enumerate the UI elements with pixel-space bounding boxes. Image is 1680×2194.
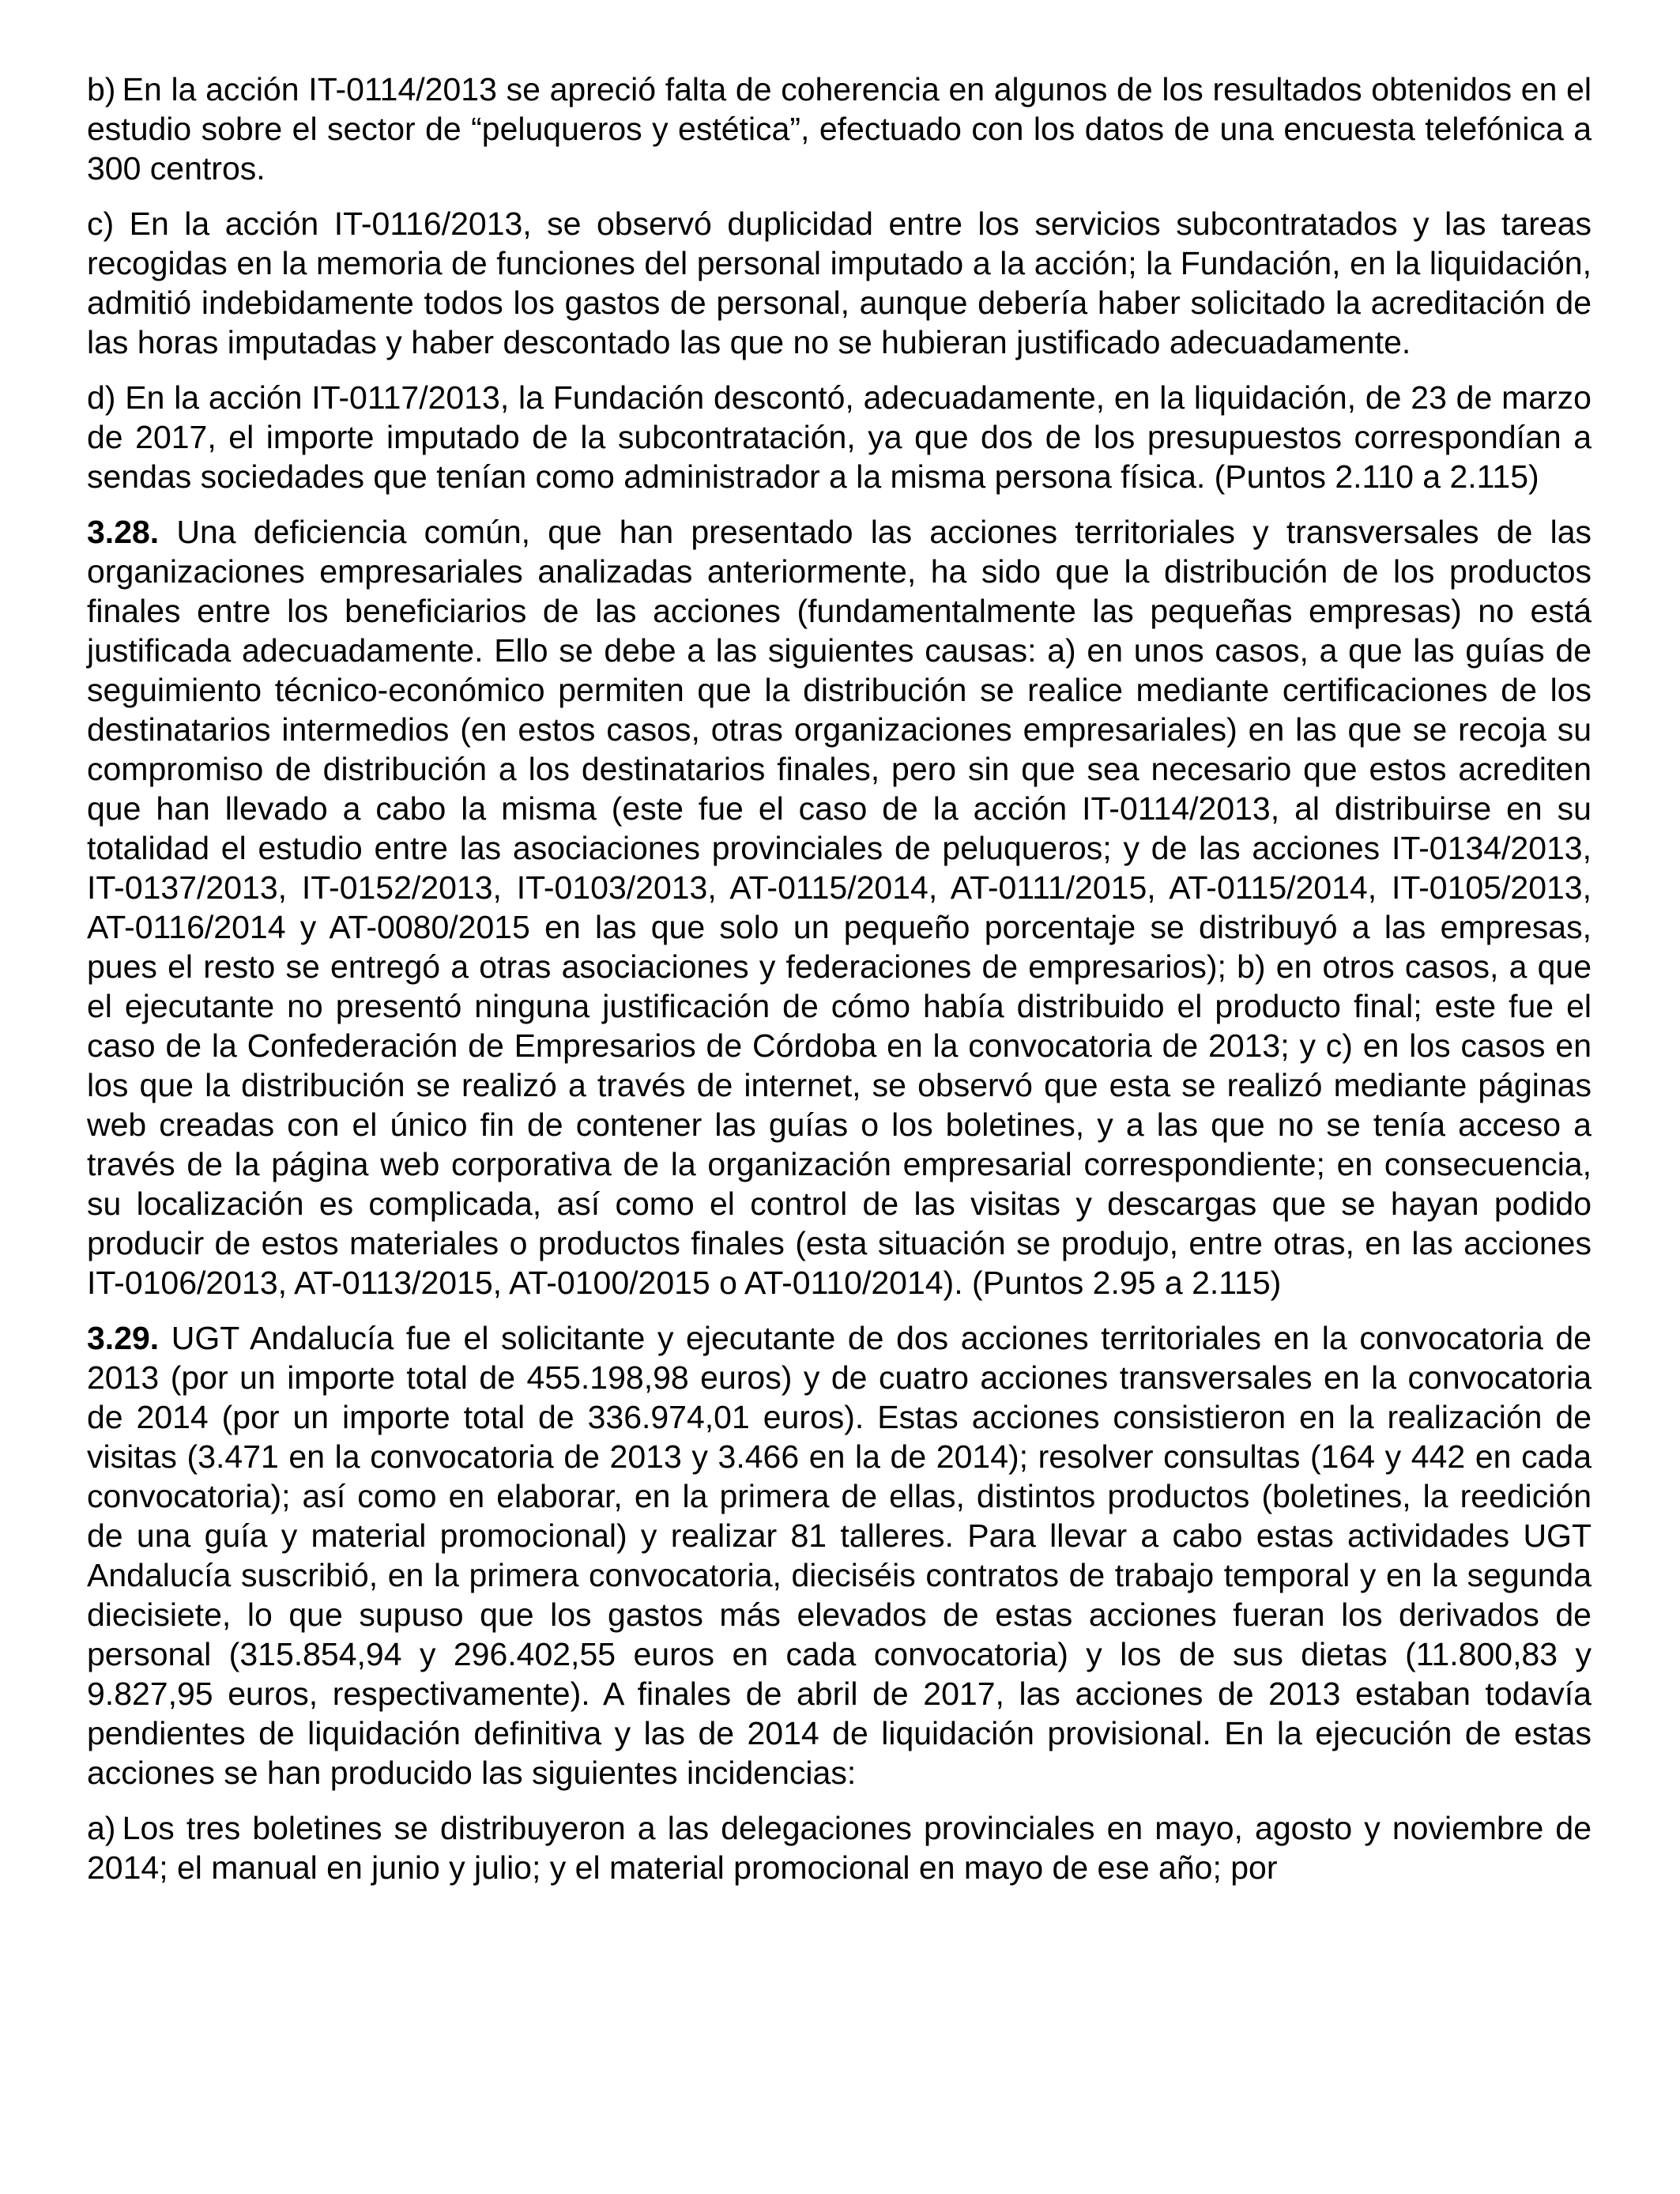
paragraph-d-text: d) En la acción IT-0117/2013, la Fundación descontó, adecuadamente, en la liquidación, de 23 de marzo de 2017, el importe imputado de la subcontratación, ya que dos de los presupuestos correspondían a sendas sociedades que tenían como administrador a la misma persona física. (Puntos 2.110 a 2.115) — [87, 379, 1591, 495]
paragraph-b — [87, 70, 1591, 188]
paragraph-3-29 — [87, 1318, 1591, 1793]
paragraph-d — [87, 378, 1591, 496]
paragraph-3-28 — [87, 512, 1591, 1302]
paragraph-a — [87, 1808, 1591, 1887]
document-page — [87, 70, 1591, 1903]
paragraph-3-28-text: Una deficiencia común, que han presentado las acciones territoriales y transversales de las organizaciones empresariales analizadas anteriormente, ha sido que la distribución de los productos finales entre los beneficiarios de las acciones (fundamentalmente las pequeñas empresas) no está justificada adecuadamente. Ello se debe a las siguientes causas: a) en unos casos, a que las guías de seguimiento técnico-económico permiten que la distribución se realice mediante certificaciones de los destinatarios intermedios (en estos casos, otras organizaciones empresariales) en las que se recoja su compromiso de distribución a los destinatarios finales, pero sin que sea necesario que estos acrediten que han llevado a cabo la misma (este fue el caso de la acción IT-0114/2013, al distribuirse en su totalidad el estudio entre las asociaciones provinciales de peluqueros; y de las acciones IT-0134/2013, IT-0137/2013, IT-0152/2013, IT-0103/2013, AT-0115/2014, AT-0111/2015, AT-0115/2014, IT-0105/2013, AT-0116/2014 y AT-0080/2015 en las que solo un pequeño porcentaje se distribuyó a las empresas, pues el resto se entregó a otras asociaciones y federaciones de empresarios); b) en otros casos, a que el ejecutante no presentó ninguna justificación de cómo había distribuido el producto final; este fue el caso de la Confederación de Empresarios de Córdoba en la convocatoria de 2013; y c) en los casos en los que la distribución se realizó a través de internet, se observó que esta se realizó mediante páginas web creadas con el único fin de contener las guías o los boletines, y a las que no se tenía acceso a través de la página web corporativa de la organización empresarial correspondiente; en consecuencia, su localización es complicada, así como el control de las visitas y descargas que se hayan podido producir de estos materiales o productos finales (esta situación se produjo, entre otras, en las acciones IT-0106/2013, AT-0113/2015, AT-0100/2015 o AT-0110/2014). (Puntos 2.95 a 2.115) — [87, 514, 1591, 1301]
paragraph-c-text: c) En la acción IT-0116/2013, se observó duplicidad entre los servicios subcontratados y las tareas recogidas en la memoria de funciones del personal imputado a la acción; la Fundación, en la liquidación, admitió indebidamente todos los gastos de personal, aunque debería haber solicitado la acreditación de las horas imputadas y haber descontado las que no se hubieran justificado adecuadamente. — [87, 205, 1591, 360]
paragraph-3-29-text: UGT Andalucía fue el solicitante y ejecutante de dos acciones territoriales en la convocatoria de 2013 (por un importe total de 455.198,98 euros) y de cuatro acciones transversales en la convocatoria de 2014 (por un importe total de 336.974,01 euros). Estas acciones consistieron en la realización de visitas (3.471 en la convocatoria de 2013 y 3.466 en la de 2014); resolver consultas (164 y 442 en cada convocatoria); así como en elaborar, en la primera de ellas, distintos productos (boletines, la reedición de una guía y material promocional) y realizar 81 talleres. Para llevar a cabo estas actividades UGT Andalucía suscribió, en la primera convocatoria, dieciséis contratos de trabajo temporal y en la segunda diecisiete, lo que supuso que los gastos más elevados de estas acciones fueran los derivados de personal (315.854,94 y 296.402,55 euros en cada convocatoria) y los de sus dietas (11.800,83 y 9.827,95 euros, respectivamente). A finales de abril de 2017, las acciones de 2013 estaban todavía pendientes de liquidación definitiva y las de 2014 de liquidación provisional. En la ejecución de estas acciones se han producido las siguientes incidencias: — [87, 1320, 1591, 1791]
paragraph-3-28-number: 3.28. — [87, 514, 160, 550]
paragraph-b-text: b) En la acción IT-0114/2013 se apreció falta de coherencia en algunos de los resultados obtenidos en el estudio sobre el sector de “peluqueros y estética”, efectuado con los datos de una encuesta telefónica a 300 centros. — [87, 71, 1591, 187]
paragraph-a-text: a) Los tres boletines se distribuyeron a las delegaciones provinciales en mayo, agosto y noviembre de 2014; el manual en junio y julio; y el material promocional en mayo de ese año; por — [87, 1810, 1591, 1886]
paragraph-3-29-number: 3.29. — [87, 1320, 160, 1356]
paragraph-c — [87, 204, 1591, 362]
